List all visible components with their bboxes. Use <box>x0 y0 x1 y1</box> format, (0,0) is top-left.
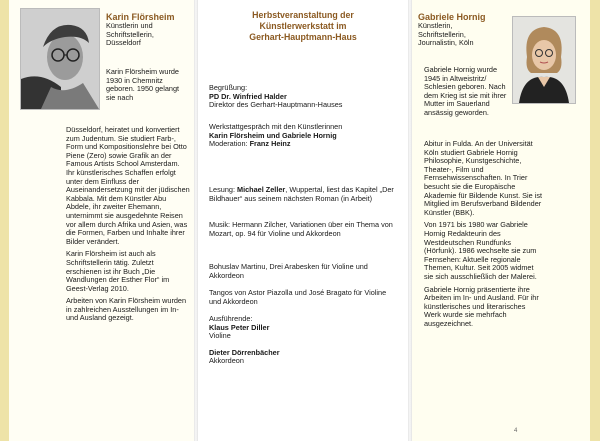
moderation-label: Moderation: <box>209 139 248 149</box>
right-role-3: Journalistin, Köln <box>418 38 474 48</box>
talk-block <box>209 123 399 149</box>
right-fold <box>408 0 412 441</box>
right-bio-2: Abitur in Fulda. An der Universität Köln studiert Gabriele Hornig Philosophie, Kunstgeschichte, Theater-, Film und Fernsehwissenschaften. In Trier besucht sie die Europäische Akademie für Bildende Kunst. Sie ist Mitglied im Berufsverband Bildender Künstler (BBK). <box>424 139 543 217</box>
title-line-3: Gerhart-Hauptmann-Haus <box>249 32 357 42</box>
music-1: Musik: Hermann Zilcher, Variationen über ein Thema von Mozart, op. 94 für Violine und Akkordeon <box>209 220 393 238</box>
performer-2-instrument: Akkordeon <box>209 356 244 366</box>
page-mark: 4 <box>514 428 518 434</box>
right-yellow-edge <box>590 0 600 441</box>
right-bio-4: Gabriele Hornig präsentierte ihre Arbeiten im In- und Ausland. Für ihr künstlerisches und literarisches Werk wurde sie mehrfach ausgezeichnet. <box>424 284 539 328</box>
performers-label: Ausführende: <box>209 314 253 323</box>
title-line-1: Herbstveranstaltung der <box>252 10 354 20</box>
moderator: Franz Heinz <box>249 139 291 149</box>
left-yellow-edge <box>0 0 9 441</box>
talk-artists: Karin Flörsheim und Gabriele Hornig <box>209 130 337 140</box>
right-bio-3: Von 1971 bis 1980 war Gabriele Hornig Redakteurin des Westdeutschen Rundfunks (Hörfunk). 1986 wechselte sie zum Fernsehen: Aktuelle regionale Themen, Kultur. Seit 2005 widmet sie sich ausschließlich der Malerei. <box>424 220 537 281</box>
greeting-role: Direktor des Gerhart-Hauptmann-Hauses <box>209 100 343 110</box>
left-role-3: Düsseldorf <box>106 38 141 48</box>
left-bio-2: Karin Flörsheim ist auch als Schriftstellerin tätig. Zuletzt erschienen ist ihr Buch „Die Wandlungen der Esther Flor“ im Geest-Verlag 2010. <box>66 249 170 293</box>
right-bio <box>424 140 584 332</box>
left-role-2: Schriftstellerin, <box>106 29 154 39</box>
greeting-person: PD Dr. Winfried Halder <box>209 91 287 101</box>
music-2: Bohuslav Martinu, Drei Arabesken für Violine und Akkordeon <box>209 262 368 280</box>
left-bio-3: Arbeiten von Karin Flörsheim wurden in zahlreichen Ausstellungen im In- und Ausland gezeigt. <box>66 296 187 323</box>
right-header <box>418 12 508 48</box>
left-role-1: Künstlerin und <box>106 21 153 30</box>
right-name: Gabriele Hornig <box>418 12 486 22</box>
music-3: Tangos von Astor Piazolla und José Bragato für Violine und Akkordeon <box>209 288 387 306</box>
reading-text: , Wuppertal, liest das Kapitel „Der Bildhauer“ aus seinem nächsten Roman (in Arbeit) <box>209 185 394 203</box>
performers-block <box>209 315 399 366</box>
title-line-2: Künstlerwerkstatt im <box>259 21 347 31</box>
right-role-1: Künstlerin, <box>418 21 453 30</box>
greeting-block <box>209 84 399 110</box>
reading-label: Lesung: <box>209 185 235 194</box>
left-fold <box>194 0 198 441</box>
karin-florsheim-photo <box>20 8 100 110</box>
performer-1-instrument: Violine <box>209 331 231 341</box>
right-bio-intro <box>424 66 512 122</box>
performer-2-name: Dieter Dörrenbächer <box>209 347 280 357</box>
left-header <box>106 12 192 48</box>
left-bio-intro <box>106 68 190 130</box>
left-bio-1: Karin Flörsheim wurde 1930 in Chemnitz geboren. 1950 gelangt sie nach <box>106 68 180 102</box>
greeting-label: Begrüßung: <box>209 83 248 92</box>
reader: Michael Zeller <box>237 185 286 194</box>
right-bio-1: Gabriele Hornig wurde 1945 in Altweistritz/ Schlesien geboren. Nach dem Krieg ist sie mit ihrer Mutter im Sauerland ansässig geworden. <box>424 65 507 117</box>
left-bio-1-cont: Düsseldorf, heiratet und konvertiert zum Judentum. Sie studiert Farb-, Form und Kompositionslehre bei Otto Piene (Zero) sowie Grafik an der Famous Artists School Amsterdam. Ihr künstlerisches Schaffen erfolgt unter dem Einfluss der Auseinandersetzung mit der jüdischen Kabbala. Mit dem Künstler Abu Abdele, ihr zweiter Ehemann, unternimmt sie ausgedehnte Reisen vor allem durch Afrika und Asien, was die Formen, Farben und Inhalte ihrer Bilder verändert. <box>66 125 190 246</box>
left-name: Karin Flörsheim <box>106 12 175 22</box>
talk-intro: Werkstattgespräch mit den Künstlerinnen <box>209 122 343 131</box>
performer-1-name: Klaus Peter Diller <box>209 322 270 332</box>
gabriele-hornig-photo <box>512 16 576 104</box>
reading-block <box>209 186 399 203</box>
right-role-2: Schriftstellerin, <box>418 29 466 39</box>
event-title <box>206 10 400 43</box>
left-bio <box>66 126 190 327</box>
